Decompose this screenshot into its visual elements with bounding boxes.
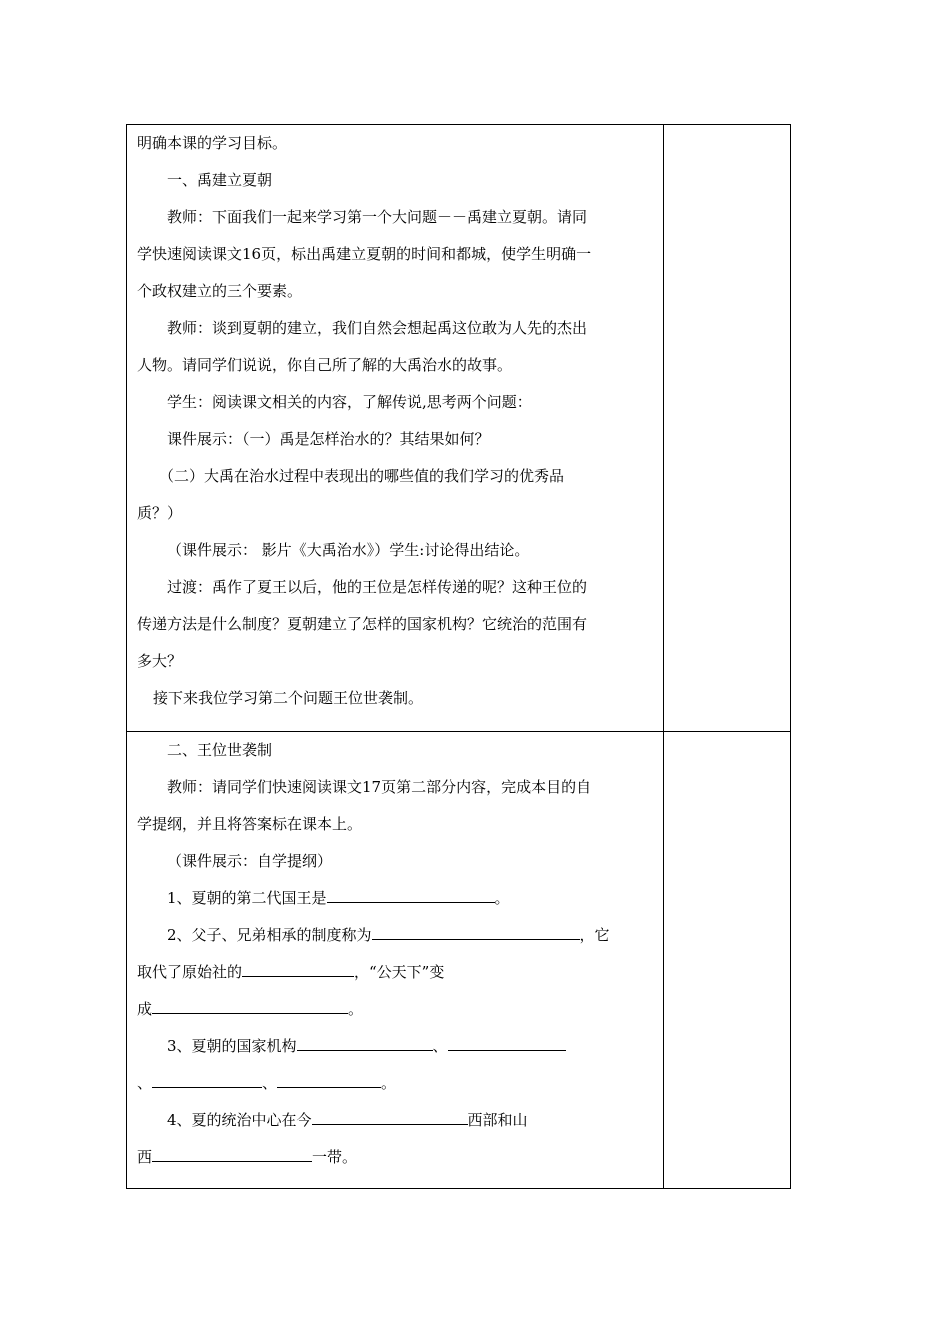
lesson-table [126,124,791,1189]
item1-prefix: 1、夏朝的第二代国王是 [167,889,327,907]
item2-prefix: 2、父子、兄弟相承的制度称为 [167,926,372,944]
answer-blank [152,999,348,1014]
goal-line: 明确本课的学习目标。 [137,134,288,152]
table-row [127,732,791,1189]
content-cell [127,125,664,732]
teacher-line2: 学提纲，并且将答案标在课本上。 [137,815,363,833]
teacher1-line2: 学快速阅读课文16页，标出禹建立夏朝的时间和都城，使学生明确一 [137,245,592,263]
content-cell [127,732,664,1189]
courseware-line1: 课件展示：（一）禹是怎样治水的？其结果如何？ [167,430,490,448]
notes-cell [664,125,791,732]
outline-item-4-line2 [137,1139,653,1176]
teacher1-line3: 个政权建立的三个要素。 [137,282,303,300]
outline-item-3 [137,1028,653,1065]
outline-item-3-line2 [137,1065,653,1102]
section-heading-2: 二、王位世袭制 [167,741,273,759]
question2-line2: 质？） [137,504,183,522]
question2-line1: （二）大禹在治水过程中表现出的哪些值的我们学习的优秀品 [159,467,565,485]
item3-prefix: 3、夏朝的国家机构 [167,1037,297,1055]
item2-line2-mid: ，“公天下”变 [354,963,445,981]
answer-blank [297,1036,433,1051]
item4-mid: 西部和山 [467,1111,528,1129]
transition-line3: 多大？ [137,652,183,670]
item3-line2-sep1: 、 [137,1074,153,1092]
answer-blank [372,925,580,940]
answer-blank [448,1036,566,1051]
student-line: 学生：阅读课文相关的内容，了解传说,思考两个问题： [167,393,532,411]
outline-item-1 [137,880,653,917]
item2-mid: ，它 [579,926,610,944]
lesson-sheet [126,124,790,1194]
teacher2-line2: 人物。请同学们说说，你自己所了解的大禹治水的故事。 [137,356,513,374]
table-row [127,125,791,732]
courseware-line2: （课件展示： 影片《大禹治水》）学生:讨论得出结论。 [167,541,530,559]
answer-blank [152,1073,262,1088]
answer-blank [242,962,354,977]
item3-sep: 、 [432,1037,448,1055]
section-heading-1: 一、禹建立夏朝 [167,171,273,189]
outline-item-4 [137,1102,653,1139]
item2-line2-prefix: 取代了原始社的 [137,963,243,981]
teacher-line1: 教师：请同学们快速阅读课文17页第二部分内容，完成本目的自 [167,778,592,796]
outline-item-2-line2 [137,954,653,991]
answer-blank [277,1073,381,1088]
next-topic-line: 接下来我位学习第二个问题王位世袭制。 [153,689,424,707]
answer-blank [312,1110,468,1125]
answer-blank [152,1147,312,1162]
outline-item-2-line3 [137,991,653,1028]
teacher1-line1: 教师：下面我们一起来学习第一个大问题－－禹建立夏朝。请同 [167,208,588,226]
outline-item-2 [137,917,653,954]
item3-suffix: 。 [381,1074,397,1092]
transition-line2: 传递方法是什么制度？夏朝建立了怎样的国家机构？它统治的范围有 [137,615,588,633]
answer-blank [327,888,495,903]
item2-line3-prefix: 成 [137,1000,153,1018]
item4-suffix: 一带。 [312,1148,358,1166]
notes-cell [664,732,791,1189]
courseware-outline: （课件展示：自学提纲） [167,852,333,870]
item4-prefix: 4、夏的统治中心在今 [167,1111,312,1129]
teacher2-line1: 教师：谈到夏朝的建立，我们自然会想起禹这位敢为人先的杰出 [167,319,588,337]
transition-line1: 过渡：禹作了夏王以后，他的王位是怎样传递的呢？这种王位的 [167,578,588,596]
item1-suffix: 。 [494,889,510,907]
item4-line2-prefix: 西 [137,1148,153,1166]
item2-line3-suffix: 。 [348,1000,364,1018]
item3-line2-sep2: 、 [262,1074,278,1092]
